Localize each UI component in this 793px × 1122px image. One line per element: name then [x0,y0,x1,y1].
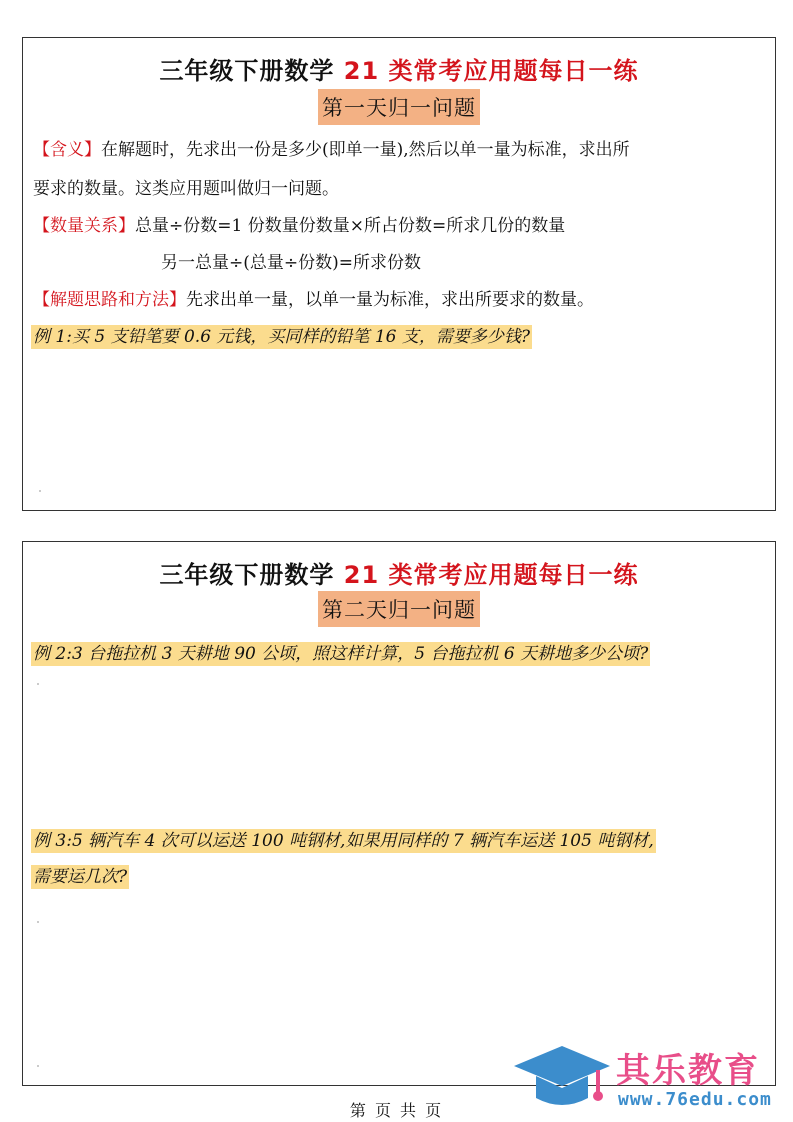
method-line [33,285,594,310]
speck-mark [37,683,39,685]
title-red-part: 21 类常考应用题每日一练 [343,561,639,589]
example-3-part-2: 需要运几次? [33,867,128,887]
subtitle-row [23,591,775,627]
meaning-text-2: 要求的数量。这类应用题叫做归一问题。 [33,179,339,199]
title-red-part: 21 类常考应用题每日一练 [343,57,639,85]
worksheet-card-day2 [22,541,776,1086]
brand-url: www.76edu.com [618,1089,772,1110]
brand-name: 其乐教育 [616,1051,760,1091]
method-tag: 【解题思路和方法】 [33,290,186,310]
relation-line-1 [33,211,565,236]
title-black-part: 三年级下册数学 [159,561,344,589]
speck-mark [39,490,41,492]
method-text: 先求出单一量，以单一量为标准，求出所要求的数量。 [186,290,594,310]
example-3-line-1 [31,826,656,851]
card-subtitle: 第一天归一问题 [318,89,480,125]
example-3-line-2 [31,862,129,887]
example-2: 例 2:3 台拖拉机 3 天耕地 90 公顷，照这样计算，5 台拖拉机 6 天耕地多少公顷? [33,644,649,664]
relation-text-2: 另一总量÷(总量÷份数)=所求份数 [161,253,421,273]
example-1-line [31,322,532,347]
meaning-text-1: 在解题时，先求出一份是多少(即单一量),然后以单一量为标准，求出所 [101,140,630,160]
meaning-tag: 【含义】 [33,140,101,160]
example-3-part-1: 例 3:5 辆汽车 4 次可以运送 100 吨钢材,如果用同样的 7 辆汽车运送 105 吨钢材, [33,831,654,851]
brand-watermark [510,1040,790,1115]
subtitle-row [23,89,775,125]
title-black-part: 三年级下册数学 [159,57,344,85]
meaning-line-2 [33,174,339,199]
page-footer: 第 页 共 页 [349,1101,444,1120]
worksheet-card-day1 [22,37,776,511]
relation-line-2 [161,248,421,273]
speck-mark [37,921,39,923]
relation-text-1: 总量÷份数=1 份数量份数量×所占份数=所求几份的数量 [135,216,566,236]
speck-mark [37,1065,39,1067]
meaning-line-1 [33,135,630,160]
example-2-line [31,639,650,664]
card-subtitle: 第二天归一问题 [318,591,480,627]
example-1: 例 1:买 5 支铅笔要 0.6 元钱，买同样的铅笔 16 支，需要多少钱? [33,327,530,347]
relation-tag: 【数量关系】 [33,216,135,236]
card-title [23,51,775,86]
graduation-cap-icon [510,1040,620,1115]
card-title [23,555,775,590]
